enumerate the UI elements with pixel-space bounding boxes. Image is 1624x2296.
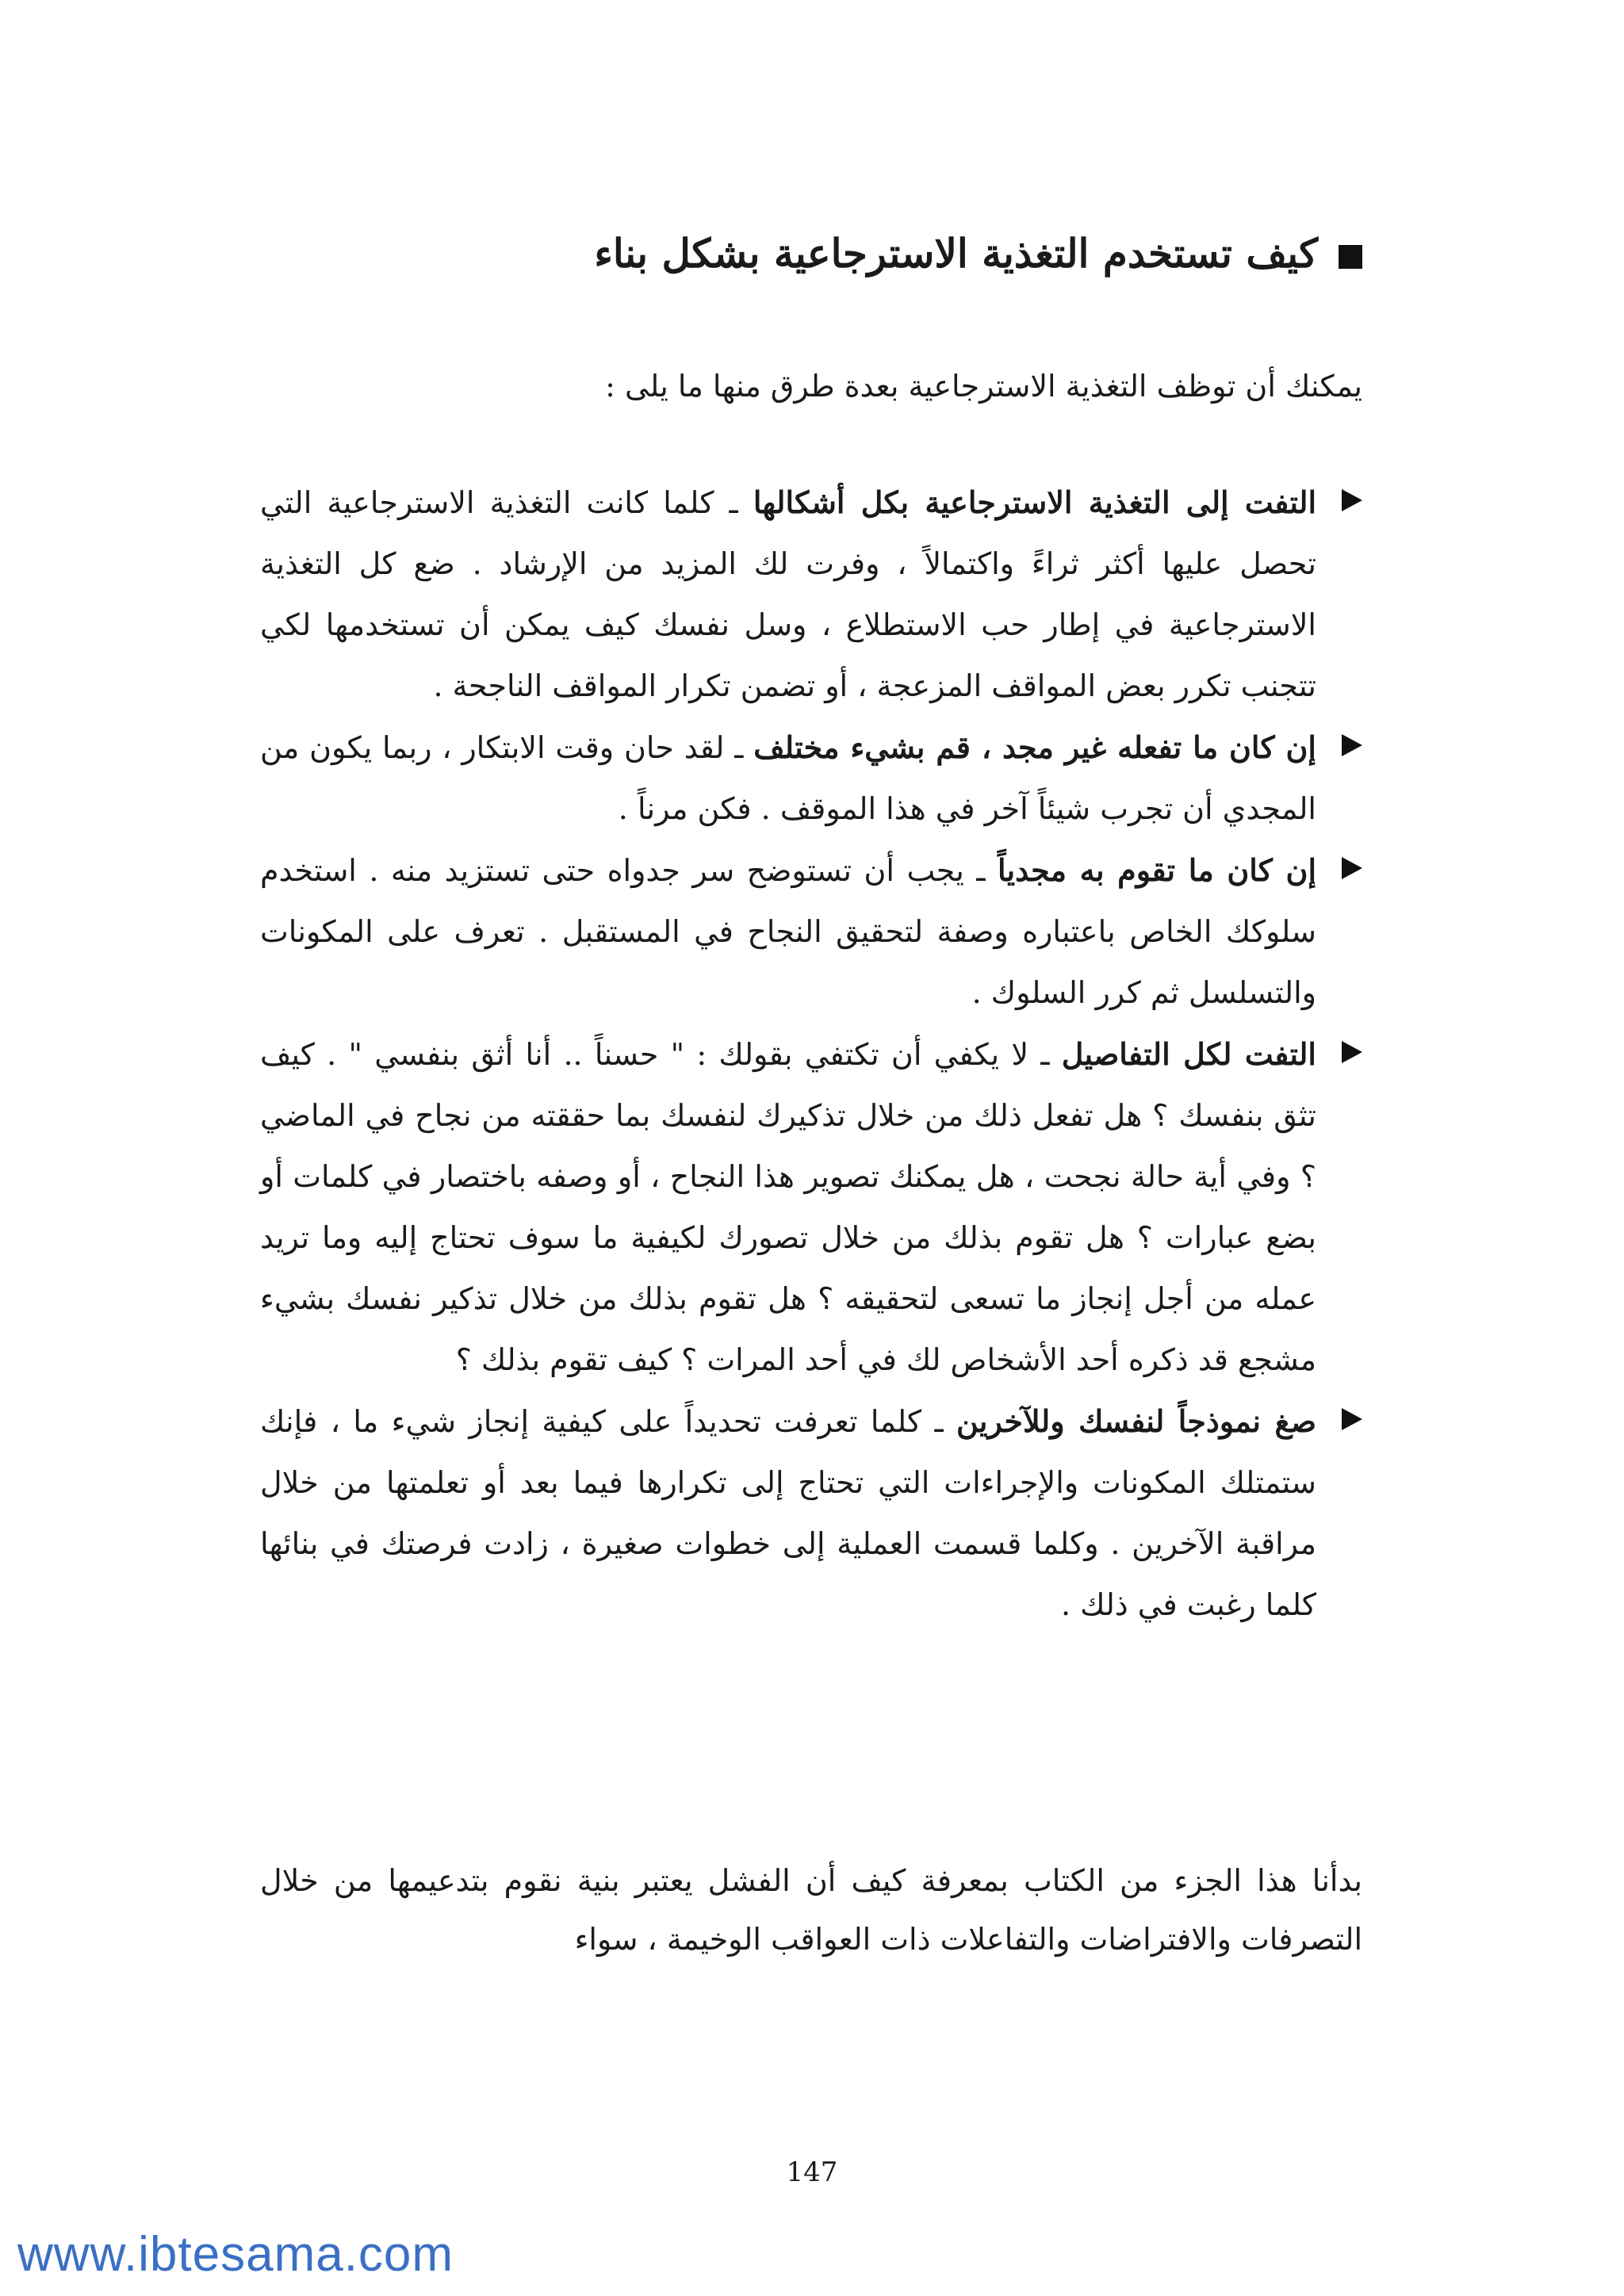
page-number: 147	[786, 2156, 838, 2188]
section-heading	[331, 226, 1362, 281]
item-body: ـ كلما تعرفت تحديداً على كيفية إنجاز شيء ما ، فإنك ستمتلك المكونات والإجراءات التي تحتاج إلى تكرارها فيما بعد أو تعلمتها من خلال مراقبة الآخرين . وكلما قسمت العملية إلى خطوات صغيرة ، زادت فرصتك في بنائها كلما رغبت في ذلك .	[260, 1404, 1316, 1622]
triangle-bullet-icon	[1342, 1408, 1362, 1430]
list-item	[260, 840, 1362, 1024]
triangle-bullet-icon	[1342, 1041, 1362, 1063]
triangle-bullet-icon	[1342, 734, 1362, 756]
heading-square-icon	[1339, 245, 1362, 269]
item-lead: التفت لكل التفاصيل	[1061, 1036, 1316, 1072]
item-body: ـ لا يكفي أن تكتفي بقولك : " حسناً .. أنا أثق بنفسي " . كيف تثق بنفسك ؟ هل تفعل ذلك من خلال تذكيرك لنفسك بما حققته من نجاح في الماضي ؟ وفي أية حالة نجحت ، هل يمكنك تصوير هذا النجاح ، أو وصفه باختصار في كلمات أو بضع عبارات ؟ هل تقوم بذلك من خلال تصورك لكيفية ما سوف تحتاج إليه وما تريد عمله من أجل إنجاز ما تسعى لتحقيقه ؟ هل تقوم بذلك من خلال تذكير نفسك بشيء مشجع قد ذكره أحد الأشخاص لك في أحد المرات ؟ كيف تقوم بذلك ؟	[260, 1037, 1316, 1377]
item-lead: إن كان ما تقوم به مجدياً	[997, 852, 1316, 888]
triangle-bullet-icon	[1342, 489, 1362, 511]
item-body: ـ كلما كانت التغذية الاسترجاعية التي تحصل عليها أكثر ثراءً واكتمالاً ، وفرت لك المزيد من الإرشاد . ضع كل التغذية الاسترجاعية في إطار حب الاستطلاع ، وسل نفسك كيف يمكن أن تستخدمها لكي تتجنب تكرر بعض المواقف المزعجة ، أو تضمن تكرار المواقف الناجحة .	[260, 485, 1316, 703]
closing-paragraph: بدأنا هذا الجزء من الكتاب بمعرفة كيف أن الفشل يعتبر بنية نقوم بتدعيمها من خلال التصرفات والافتراضات والتفاعلات ذات العواقب الوخيمة ، سواء	[260, 1863, 1362, 1957]
item-lead: التفت إلى التغذية الاسترجاعية بكل أشكالها	[753, 484, 1317, 520]
list-item	[260, 472, 1362, 717]
item-body: ـ لقد حان وقت الابتكار ، ربما يكون من المجدي أن تجرب شيئاً آخر في هذا الموقف . فكن مرناً .	[260, 730, 1316, 826]
bullet-list	[260, 472, 1362, 1636]
item-lead: صغ نموذجاً لنفسك وللآخرين	[956, 1403, 1316, 1439]
triangle-bullet-icon	[1342, 857, 1362, 879]
watermark-link[interactable]: www.ibtesama.com	[17, 2227, 454, 2282]
item-lead: إن كان ما تفعله غير مجد ، قم بشيء مختلف	[753, 729, 1316, 765]
item-body: ـ يجب أن تستوضح سر جدواه حتى تستزيد منه . استخدم سلوكك الخاص باعتباره وصفة لتحقيق النجاح في المستقبل . تعرف على المكونات والتسلسل ثم كرر السلوك .	[260, 853, 1316, 1010]
heading-text: كيف تستخدم التغذية الاسترجاعية بشكل بناء	[594, 230, 1318, 277]
list-item	[260, 1024, 1362, 1391]
intro-paragraph: يمكنك أن توظف التغذية الاسترجاعية بعدة طرق منها ما يلى :	[605, 369, 1362, 404]
list-item	[260, 717, 1362, 840]
list-item	[260, 1391, 1362, 1636]
